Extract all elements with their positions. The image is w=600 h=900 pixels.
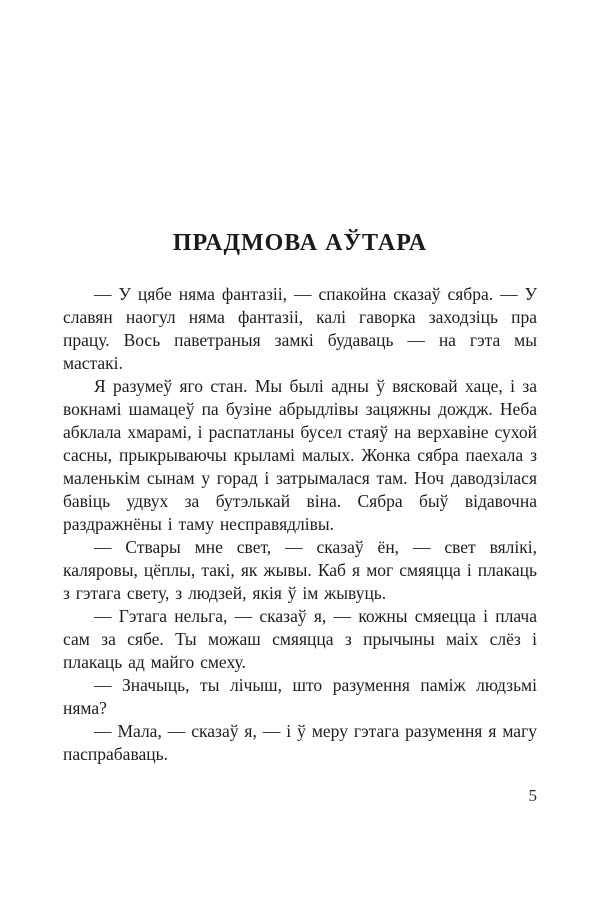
paragraph: Я разумеў яго стан. Мы былі адны ў вясковай хаце, і за вокнамі шамацеў па бузіне абрыдлівы зацяжны дождж. Неба абклала хмарамі, і распатланы бусел стаяў на верхавіне сухой сасны, прыкрываючы крыламі малых. Жонка сябра паехала з маленькім сынам у горад і затрымалася там. Ноч даводзілася бавіць удвух за бутэлькай віна. Сябра быў відавочна раздражнёны і таму несправядлівы. <box>63 376 537 534</box>
page-title: ПРАДМОВА АЎТАРА <box>172 230 428 256</box>
page-number: 5 <box>528 786 537 805</box>
paragraph: — Гэтага нельга, — сказаў я, — кожны смяецца і плача сам за сябе. Ты можаш смяяцца з прычыны маіх слёз і плакаць ад майго смеху. <box>63 606 537 672</box>
paragraph: — Значыць, ты лічыш, што разумення паміж людзьмі няма? <box>63 675 537 718</box>
paragraph: — У цябе няма фантазіі, — спакойна сказаў сябра. — У славян наогул няма фантазіі, калі гаворка заходзіць пра працу. Вось паветраныя замкі будаваць — на гэта мы мастакі. <box>63 284 537 373</box>
paragraph: — Мала, — сказаў я, — і ў меру гэтага разумення я магу паспрабаваць. <box>63 721 537 764</box>
body-text <box>63 283 537 766</box>
paragraph: — Ствары мне свет, — сказаў ён, — свет вялікі, каляровы, цёплы, такі, як жывы. Каб я мог смяяцца і плакаць з гэтага свету, з людзей, якія ў ім жывуць. <box>63 537 537 603</box>
